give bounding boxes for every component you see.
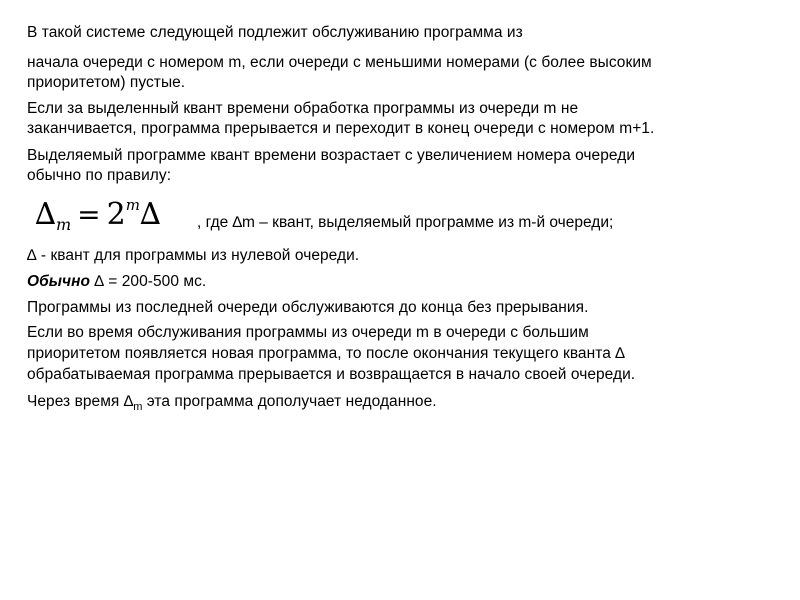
text-line-5: заканчивается, программа прерывается и переходит в конец очереди с номером m+1. xyxy=(27,120,655,137)
text-line-13: обрабатываемая программа прерывается и возвращается в начало своей очереди. xyxy=(27,366,636,383)
formula xyxy=(35,197,161,237)
text-line-2: начала очереди с номером m, если очереди с меньшими номерами (с более высоким xyxy=(27,54,652,71)
text-line-4: Если за выделенный квант времени обработка программы из очереди m не xyxy=(27,100,579,117)
text-line-12: приоритетом появляется новая программа, то после окончания текущего кванта ∆ xyxy=(27,345,625,362)
through-time-text: Через время ∆ xyxy=(27,393,134,410)
formula-sup-m: m xyxy=(125,196,140,214)
formula-sub-m: m xyxy=(55,215,72,234)
text-line-8: ∆ - квант для программы из нулевой очереди. xyxy=(27,247,360,264)
usually-label: Обычно xyxy=(27,273,91,290)
text-line-6: Выделяемый программе квант времени возрастает с увеличением номера очереди xyxy=(27,147,636,164)
formula-delta-2: ∆ xyxy=(139,197,161,232)
text-line-10: Программы из последней очереди обслуживаются до конца без прерывания. xyxy=(27,299,589,316)
text-line-1: В такой системе следующей подлежит обслуживанию программа из xyxy=(27,24,523,41)
text-line-11: Если во время обслуживания программы из очереди m в очереди с большим xyxy=(27,324,589,341)
formula-two: 2 xyxy=(106,197,126,232)
usually-value: ∆ = 200-500 мс. xyxy=(90,273,207,290)
text-line-9 xyxy=(27,272,206,292)
formula-note: , где ∆m – квант, выделяемый программе из m-й очереди; xyxy=(197,214,614,231)
formula-equals: = xyxy=(77,198,101,231)
delta-m-subscript: m xyxy=(133,401,143,413)
text-line-7: обычно по правилу: xyxy=(27,167,172,184)
text-line-3: приоритетом) пустые. xyxy=(27,74,186,91)
text-line-14 xyxy=(27,392,437,413)
formula-delta: ∆ xyxy=(35,197,56,232)
receives-remaining-text: эта программа дополучает недоданное. xyxy=(142,393,437,410)
